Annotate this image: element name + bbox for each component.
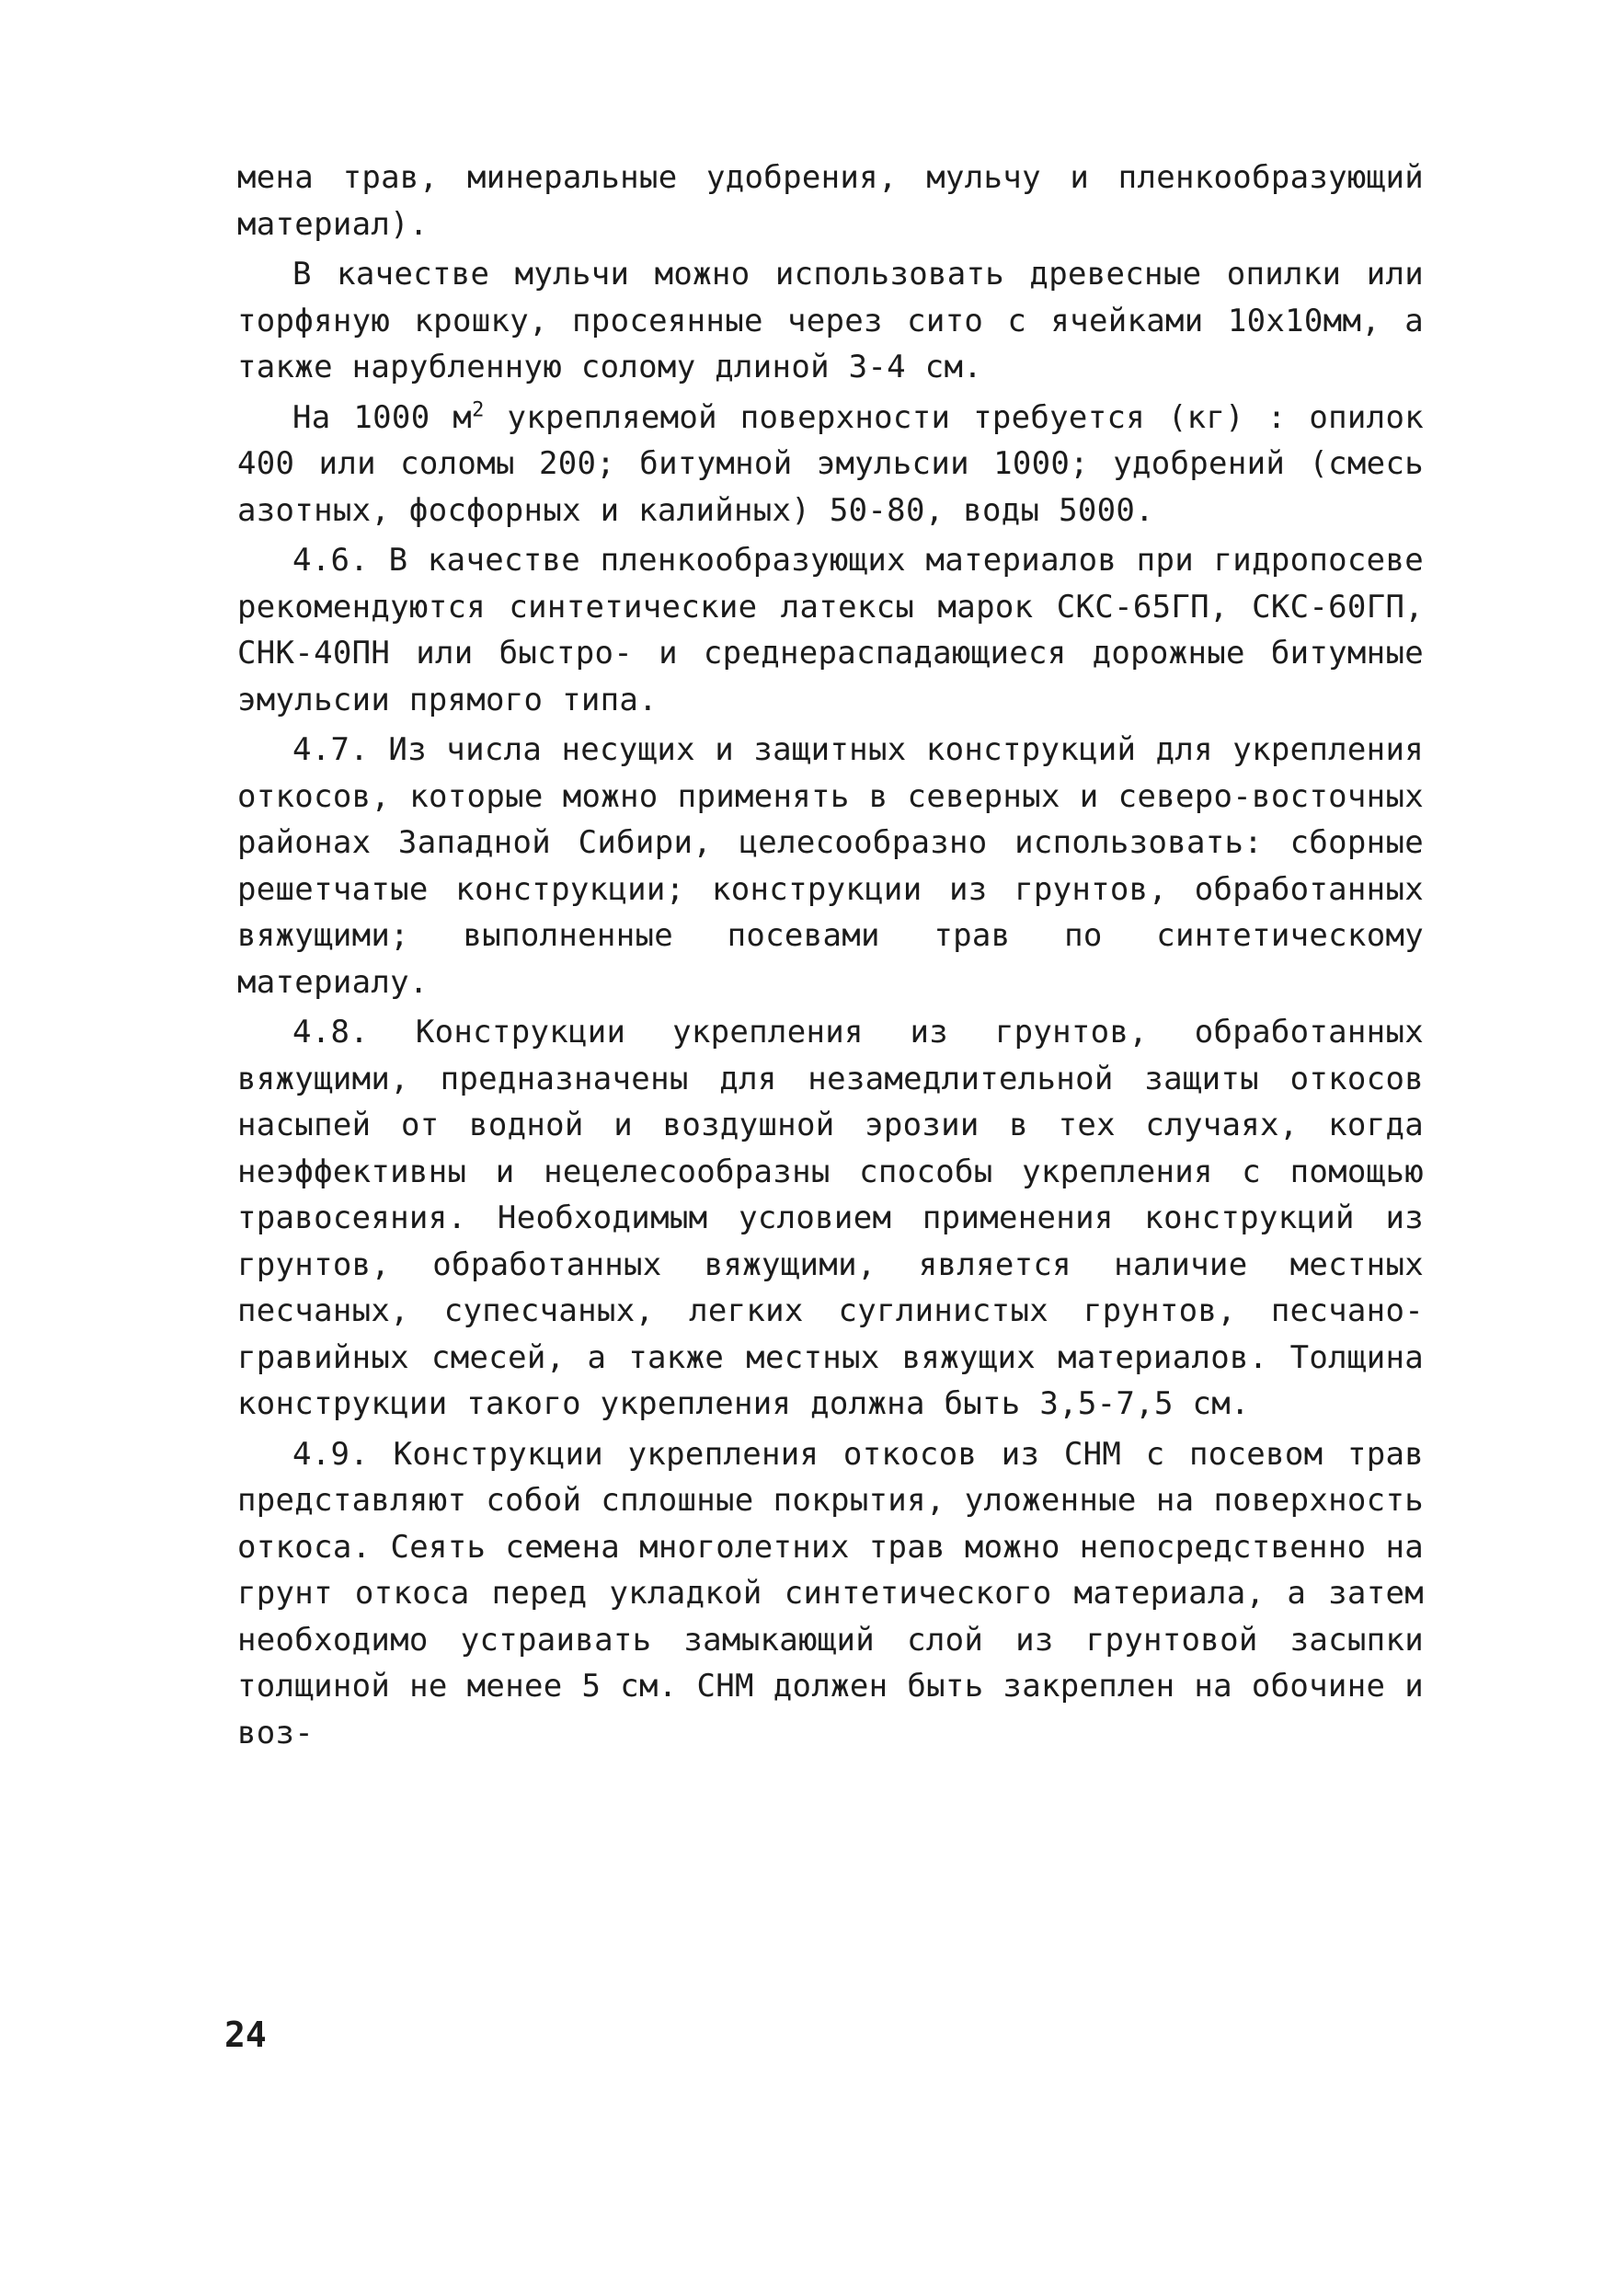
paragraph-quantities	[237, 395, 1424, 534]
area-superscript: 2	[472, 398, 485, 422]
paragraph-4-7: 4.7. Из числа несущих и защитных конструкций для укрепления откосов, которые можно применять в северных и северо-восточных районах Западной Сибири, целесообразно использовать: сборные решетчатые конструкции; конструкции из грунтов, обработанных вяжущими; выполненные посевами трав по синтетическому материалу.	[237, 731, 1424, 1001]
quantities-text-before: На 1000 м	[292, 398, 473, 436]
paragraph-4-8: 4.8. Конструкции укрепления из грунтов, обработанных вяжущими, предназначены для незамедлительной защиты откосов насыпей от водной и воздушной эрозии в тех случаях, когда неэффективны и нецелесообразны способы укрепления с помощью травосеяния. Необходимым условием применения конструкций из грунтов, обработанных вяжущими, является наличие местных песчаных, супесчаных, легких суглинистых грунтов, песчано-гравийных смесей, а также местных вяжущих материалов. Толщина конструкции такого укрепления должна быть 3,5-7,5 см.	[237, 1014, 1424, 1422]
page-number: 24	[224, 2015, 267, 2055]
paragraph-continuation: мена трав, минеральные удобрения, мульчу и пленкообразующий материал).	[237, 159, 1424, 243]
quantities-text-after: укрепляемой поверхности требуется (кг) : опилок 400 или соломы 200; битумной эмульсии 1000; удобрений (смесь азотных, фосфорных и калийных) 50-80, воды 5000.	[237, 398, 1424, 529]
body-text	[237, 155, 1424, 1756]
paragraph-mulch: В качестве мульчи можно использовать древесные опилки или торфяную крошку, просеянные через сито с ячейками 10х10мм, а также нарубленную солому длиной 3-4 см.	[237, 256, 1424, 385]
paragraph-4-9: 4.9. Конструкции укрепления откосов из СНМ с посевом трав представляют собой сплошные покрытия, уложенные на поверхность откоса. Сеять семена многолетних трав можно непосредственно на грунт откоса перед укладкой синтетического материала, а затем необходимо устраивать замыкающий слой из грунтовой засыпки толщиной не менее 5 см. СНМ должен быть закреплен на обочине и воз-	[237, 1435, 1424, 1751]
paragraph-4-6: 4.6. В качестве пленкообразующих материалов при гидропосеве рекомендуются синтетические латексы марок СКС-65ГП, СКС-60ГП, СНК-40ПН или быстро- и среднераспадающиеся дорожные битумные эмульсии прямого типа.	[237, 542, 1424, 718]
